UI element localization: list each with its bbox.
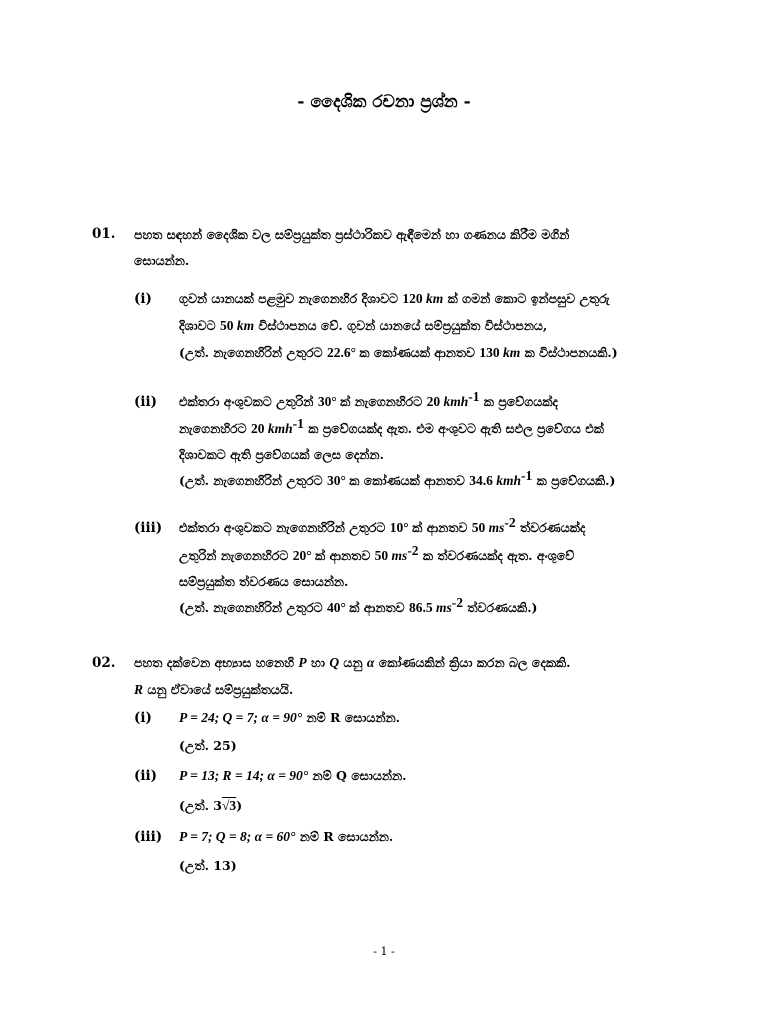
q2-part-ii-answer: (උත්. 3√3) — [179, 798, 243, 813]
q1-part-iii-answer: (උත්. නැගෙනහිරින් උතුරට 40° ක් ආනතව 86.5 $ms^{-2}$ ත්වරණයකි.) — [179, 595, 538, 615]
q2-part-iii-label: (iii) — [134, 829, 163, 845]
q1-part-ii-label: (ii) — [134, 394, 158, 410]
q1-part-i-answer: (උත්. නැගෙනහිරින් උතුරට 22.6° ක කෝණයක් ආනතව 130 km ක විස්ථාපනයකි.) — [179, 345, 618, 360]
question-2-number: 02. — [92, 655, 116, 671]
q2-part-i-answer: (උත්. 25) — [179, 738, 237, 753]
question-1-number: 01. — [92, 226, 116, 242]
q1-part-i-label: (i) — [134, 291, 152, 307]
q1-part-i-line1: ගුවන් යානයක් පළමුව නැගෙනහිර දිශාවට 120 km ක් ගමන් කොට ඉන්පසුව උතුරු — [179, 291, 610, 306]
q2-part-iii-question: P = 7; Q = 8; α = 60° නම් R සොයන්න. — [179, 829, 394, 844]
q1-part-ii-line1: එක්තරා අංශුවකට උතුරින් 30° ක් නැගෙනහිරට 20 kmh$^{-1}$ ක ප්‍රවේගයක්ද — [179, 389, 558, 409]
page-number: - 1 - — [373, 945, 395, 958]
q1-part-iii-line3: සම්ප්‍රයුක්ත ත්වරණය සොයන්න. — [179, 574, 349, 589]
q1-part-iii-label: (iii) — [134, 520, 163, 536]
q2-part-iii-answer: (උත්. 13) — [179, 858, 237, 873]
question-1-stem-line2: සොයන්න. — [134, 253, 190, 268]
question-2-stem-line1: පහත දක්වෙන අභ්‍යාස හනෙහි P හා Q යනු α කෝණයකින් ක්‍රියා කරන බල දෙකකි. — [134, 655, 571, 670]
q2-part-i-label: (i) — [134, 710, 152, 726]
q1-part-i-line2: දිශාවට 50 km විස්ථාපනය වේ. ගුවන් යානයේ සම්ප්‍රයුක්ත විස්ථාපනය, — [179, 318, 548, 333]
q1-part-ii-answer: (උත්. නැගෙනහිරින් උතුරට 30° ක කෝණයක් ආනතව 34.6 kmh$^{-1}$ ක ප්‍රවේගයකි.) — [179, 468, 616, 488]
question-2-stem-line2: R යනු ඒවායේ සම්ප්‍රයුක්තයයි. — [134, 682, 294, 697]
q2-part-ii-label: (ii) — [134, 768, 158, 784]
q2-part-i-question: P = 24; Q = 7; α = 90° නම් R සොයන්න. — [179, 710, 401, 725]
q1-part-iii-line1: එක්තරා අංශුවකට නැගෙනහිරින් උතුරට 10° ක් ආනතව 50 $ms^{-2}$ ත්වරණයක්ද — [179, 515, 586, 535]
q1-part-ii-line2: නැගෙනහිරට 20 kmh$^{-1}$ ක ප්‍රවේගයක්ද ඇත. එම අංශුවට ඇති සඵල ප්‍රවේගය එක් — [179, 416, 604, 436]
q1-part-iii-line2: උතුරින් නැගෙනහිරට 20° ක් ආනතව 50 $ms^{-2}$ ක ත්වරණයක්ද ඇත. අංශුවේ — [179, 543, 575, 563]
q1-part-ii-line3: දිශාවකට ඇති ප්‍රවේගයක් ලෙස දෙන්න. — [179, 447, 384, 462]
q2-part-ii-question: P = 13; R = 14; α = 90° නම් Q සොයන්න. — [179, 768, 407, 783]
page-title: - දෛශික රචනා ප්‍රශ්න - — [297, 92, 471, 112]
question-1-stem-line1: පහත සඳහන් දෛශික වල සම්ප්‍රයුක්ත ප්‍රස්ථාරිකව ඇඳීමෙන් හා ගණනය කිරීම මගින් — [134, 227, 570, 242]
